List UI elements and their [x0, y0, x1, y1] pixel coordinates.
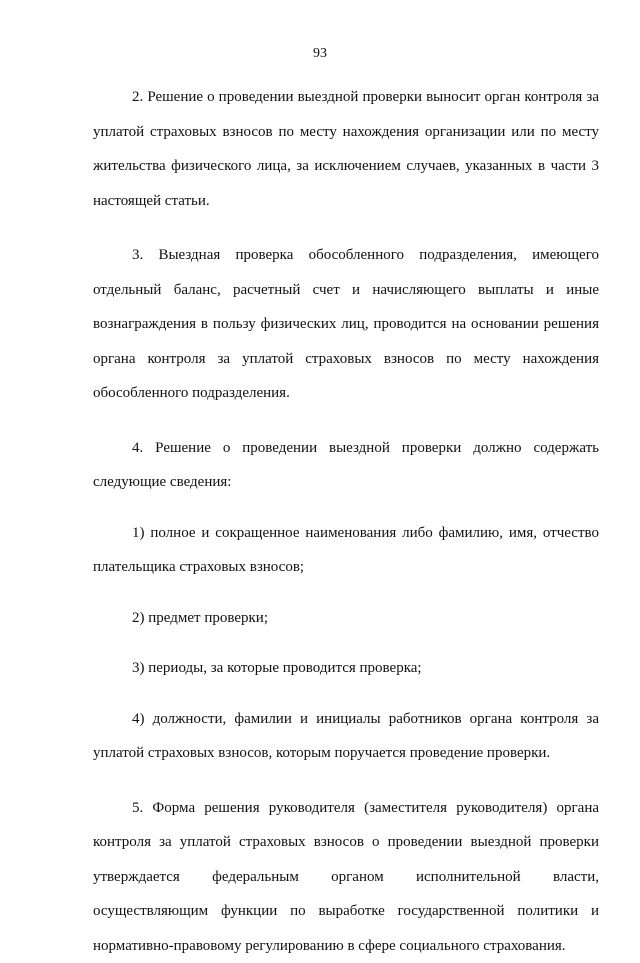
paragraph-part-2: 2. Решение о проведении выездной проверки выносит орган контроля за уплатой страховых взносов по месту нахождения организации или по месту жительства физического лица, за исключением случаев, указанных в части 3 настоящей статьи. [93, 80, 599, 218]
page-number: 93 [0, 46, 640, 62]
paragraph-part-3: 3. Выездная проверка обособленного подразделения, имеющего отдельный баланс, расчетный счет и начисляющего выплаты и иные вознаграждения в пользу физических лиц, проводится на основании решения органа контроля за уплатой страховых взносов по месту нахождения обособленного подразделения. [93, 238, 599, 411]
list-item-2: 2) предмет проверки; [93, 601, 599, 636]
paragraph-part-5: 5. Форма решения руководителя (заместителя руководителя) органа контроля за уплатой страховых взносов о проведении выездной проверки утверждается федеральным органом исполнительной власти, осуществляющим функции по выработке государственной политики и нормативно-правовому регулированию в сфере социального страхования. [93, 791, 599, 963]
list-item-4: 4) должности, фамилии и инициалы работников органа контроля за уплатой страховых взносов, которым поручается проведение проверки. [93, 702, 599, 771]
document-body [93, 80, 599, 963]
list-item-3: 3) периоды, за которые проводится проверка; [93, 651, 599, 686]
paragraph-part-4: 4. Решение о проведении выездной проверки должно содержать следующие сведения: [93, 431, 599, 500]
list-item-1: 1) полное и сокращенное наименования либо фамилию, имя, отчество плательщика страховых взносов; [93, 516, 599, 585]
